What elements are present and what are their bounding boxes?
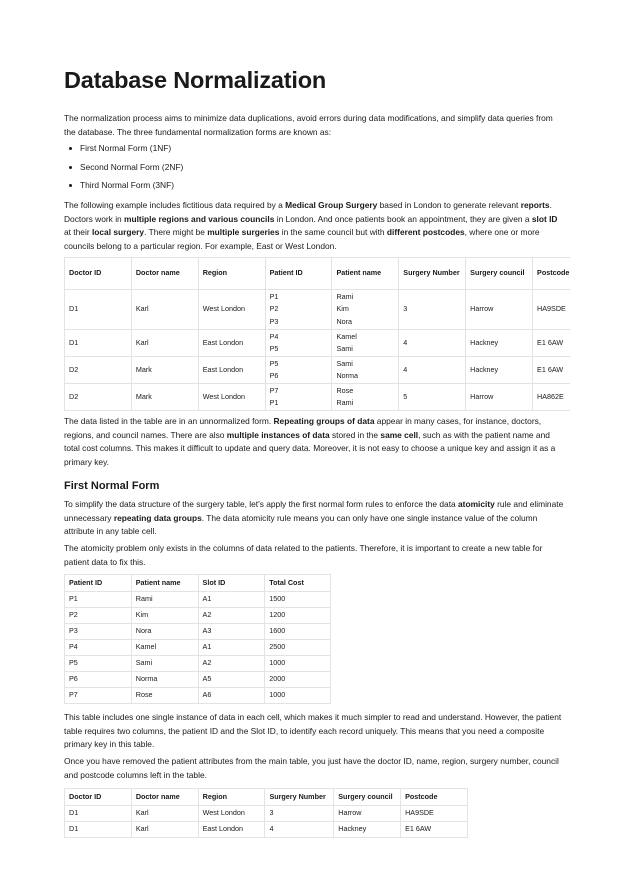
column-header: Postcode	[533, 258, 570, 290]
table-row	[65, 384, 571, 411]
page-title: Database Normalization	[64, 67, 327, 93]
table-header-row	[65, 789, 468, 806]
table-cell: Hackney	[334, 822, 401, 838]
cell-council: Harrow	[466, 290, 533, 330]
column-header: Patient name	[131, 575, 198, 592]
table-cell: Kamel	[131, 640, 198, 656]
column-header: Doctor ID	[65, 258, 132, 290]
column-header: Total Cost	[265, 575, 331, 592]
table-cell: D1	[65, 822, 132, 838]
remaining-columns-paragraph: Once you have removed the patient attributes from the main table, you just have the doctor ID, name, region, surgery number, council and postcode columns left in the table.	[64, 756, 559, 780]
table-row	[65, 822, 468, 838]
column-header: Region	[198, 258, 265, 290]
column-header: Doctor name	[131, 789, 198, 806]
column-header: Slot ID	[198, 575, 265, 592]
intro-paragraph: The normalization process aims to minimize data duplications, avoid errors during data modifications, and simplify data queries from the database. The three fundamental normalization forms are known as:	[64, 113, 553, 137]
column-header: Doctor ID	[65, 789, 132, 806]
column-header: Surgery council	[334, 789, 401, 806]
table-row	[65, 357, 571, 384]
table-cell: P1	[65, 592, 132, 608]
cell-patient-names: Sami Norma	[332, 357, 399, 384]
unnormalized-paragraph: The data listed in the table are in an unnormalized form. Repeating groups of data appear in many cases, for instance, doctors, regions, and council names. There are also multiple instances of data stored in the same cell, such as with the patient name and total cost columns. This makes it difficult to update and query data. Moreover, it is not easy to choose a unique key and assign it as a primary key.	[64, 416, 556, 467]
table-cell: E1 6AW	[401, 822, 468, 838]
list-item: First Normal Form (1NF)	[64, 142, 183, 161]
cell-region: West London	[198, 290, 265, 330]
table-cell: A3	[198, 624, 265, 640]
cell-council: Hackney	[466, 330, 533, 357]
table-cell: Harrow	[334, 806, 401, 822]
cell-doctor-id: D1	[65, 330, 132, 357]
table-cell: A2	[198, 656, 265, 672]
atomicity-paragraph: The atomicity problem only exists in the columns of data related to the patients. Therefore, it is important to create a new table for patient data to fix this.	[64, 543, 543, 567]
table-cell: P3	[65, 624, 132, 640]
table-cell: Norma	[131, 672, 198, 688]
cell-surgery-number: 5	[399, 384, 466, 411]
first-normal-form-paragraph: To simplify the data structure of the surgery table, let's apply the first normal form rules to enforce the data atomicity rule and eliminate unnecessary repeating data groups. The data atomicity rule means you can only have one single instance value of the column attribute in any table cell.	[64, 499, 564, 536]
table-row	[65, 624, 331, 640]
table-row	[65, 672, 331, 688]
patient-table	[64, 574, 331, 704]
cell-patient-names: Kamel Sami	[332, 330, 399, 357]
cell-doctor-name: Mark	[131, 357, 198, 384]
cell-patient-ids: P1 P2 P3	[265, 290, 332, 330]
table-row	[65, 806, 468, 822]
column-header: Doctor name	[131, 258, 198, 290]
column-header: Surgery Number	[265, 789, 334, 806]
cell-doctor-id: D2	[65, 357, 132, 384]
cell-patient-names: Rami Kim Nora	[332, 290, 399, 330]
table-row	[65, 608, 331, 624]
cell-doctor-name: Karl	[131, 330, 198, 357]
table-cell: West London	[198, 806, 265, 822]
table-cell: P5	[65, 656, 132, 672]
table-cell: P7	[65, 688, 132, 704]
table-cell: 2500	[265, 640, 331, 656]
cell-doctor-name: Karl	[131, 290, 198, 330]
cell-doctor-id: D1	[65, 290, 132, 330]
table-cell: 1000	[265, 688, 331, 704]
table-cell: Sami	[131, 656, 198, 672]
cell-patient-ids: P5 P6	[265, 357, 332, 384]
table-cell: 4	[265, 822, 334, 838]
list-item: Second Normal Form (2NF)	[64, 161, 183, 180]
table-cell: A5	[198, 672, 265, 688]
cell-postcode: HA862E	[533, 384, 570, 411]
table-cell: East London	[198, 822, 265, 838]
column-header: Patient ID	[265, 258, 332, 290]
surgery-table-wrapper	[64, 257, 570, 411]
column-header: Patient name	[332, 258, 399, 290]
table-cell: 1600	[265, 624, 331, 640]
table-cell: Rose	[131, 688, 198, 704]
column-header: Surgery council	[466, 258, 533, 290]
table-cell: A1	[198, 592, 265, 608]
table-cell: 1000	[265, 656, 331, 672]
table-row	[65, 656, 331, 672]
cell-surgery-number: 3	[399, 290, 466, 330]
cell-doctor-name: Mark	[131, 384, 198, 411]
normal-forms-list	[64, 142, 183, 198]
cell-region: East London	[198, 357, 265, 384]
cell-doctor-id: D2	[65, 384, 132, 411]
table-cell: Nora	[131, 624, 198, 640]
column-header: Region	[198, 789, 265, 806]
table-row	[65, 688, 331, 704]
table-cell: Karl	[131, 822, 198, 838]
table-row	[65, 592, 331, 608]
cell-patient-ids: P4 P5	[265, 330, 332, 357]
table-cell: P6	[65, 672, 132, 688]
table-cell: Karl	[131, 806, 198, 822]
table-cell: A1	[198, 640, 265, 656]
cell-council: Hackney	[466, 357, 533, 384]
table-cell: A2	[198, 608, 265, 624]
table-cell: Kim	[131, 608, 198, 624]
table-cell: 1200	[265, 608, 331, 624]
list-item: Third Normal Form (3NF)	[64, 179, 183, 198]
cell-region: West London	[198, 384, 265, 411]
column-header: Surgery Number	[399, 258, 466, 290]
table-row	[65, 640, 331, 656]
surgery-table	[64, 257, 570, 411]
column-header: Postcode	[401, 789, 468, 806]
cell-postcode: E1 6AW	[533, 330, 570, 357]
table-header-row	[65, 575, 331, 592]
doctor-table	[64, 788, 468, 838]
table-cell: HA9SDE	[401, 806, 468, 822]
cell-patient-ids: P7 P1	[265, 384, 332, 411]
table-cell: P2	[65, 608, 132, 624]
cell-patient-names: Rose Rami	[332, 384, 399, 411]
table-header-row	[65, 258, 571, 290]
column-header: Patient ID	[65, 575, 132, 592]
table-row	[65, 330, 571, 357]
table-cell: 1500	[265, 592, 331, 608]
table-row	[65, 290, 571, 330]
table-cell: P4	[65, 640, 132, 656]
table-cell: A6	[198, 688, 265, 704]
table-cell: 3	[265, 806, 334, 822]
cell-surgery-number: 4	[399, 330, 466, 357]
cell-surgery-number: 4	[399, 357, 466, 384]
example-paragraph: The following example includes fictitious data required by a Medical Group Surgery based in London to generate relevant reports. Doctors work in multiple regions and various councils in London. And once patients book an appointment, they are given a slot ID at their local surgery. There might be multiple surgeries in the same council but with different postcodes, where one or more councils belong to a particular region. For example, East or West London.	[64, 200, 558, 251]
cell-region: East London	[198, 330, 265, 357]
cell-postcode: E1 6AW	[533, 357, 570, 384]
composite-key-paragraph: This table includes one single instance of data in each cell, which makes it much simpler to read and understand. However, the patient table requires two columns, the patient ID and the Slot ID, to identify each record uniquely. This means that you need a composite primary key in this table.	[64, 712, 562, 749]
table-cell: 2000	[265, 672, 331, 688]
cell-postcode: HA9SDE	[533, 290, 570, 330]
section-heading: First Normal Form	[64, 480, 160, 492]
cell-council: Harrow	[466, 384, 533, 411]
table-cell: D1	[65, 806, 132, 822]
table-cell: Rami	[131, 592, 198, 608]
